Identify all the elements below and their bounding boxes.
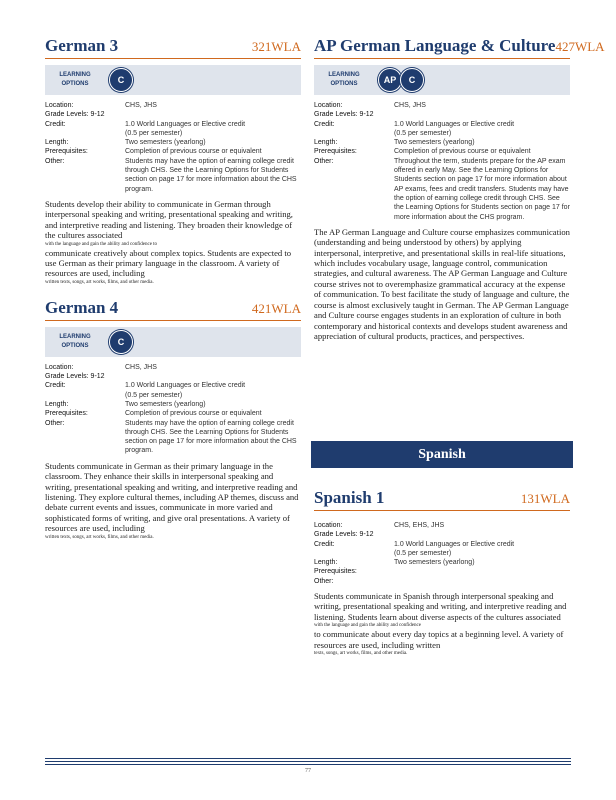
- other-value: Students may have the option of earning college credit through CHS. See the Learning Options for Students section on page 17 for more information about the CHS program.: [125, 419, 297, 455]
- length-value: Two semesters (yearlong): [394, 559, 475, 567]
- credit-value: 1.0 World Languages or Elective credit (0.5 per semester): [125, 382, 246, 399]
- learning-options-bar: [45, 327, 301, 357]
- credit-value: 1.0 World Languages or Elective credit (0.5 per semester): [394, 120, 515, 137]
- credit-label: Credit:: [45, 382, 66, 390]
- other-value: Throughout the term, students prepare for the AP exam offered in early May. See the Learning Options for Students section on page 17 for more information about AP exams, fees and credit transfers. Students may have the option of earning college credit through CHS. See the Learning Options for Students section on page 17 for more information about the CHS program.: [394, 157, 570, 221]
- course-title: German 3: [45, 36, 119, 55]
- header-rule: [45, 58, 301, 59]
- other-label: Other:: [45, 419, 65, 427]
- grade-levels-value: 9-12: [359, 111, 374, 119]
- other-value: [394, 577, 570, 586]
- course-code: 421WLA: [251, 300, 301, 316]
- learning-options-bar: [45, 65, 301, 95]
- prereq-label: Prerequisites:: [45, 148, 88, 156]
- grade-levels-value: 9-12: [90, 373, 105, 381]
- length-label: Length:: [45, 401, 69, 408]
- prereq-value: Completion of previous course or equivalent: [125, 410, 262, 418]
- credit-label: Credit:: [314, 540, 335, 548]
- header-rule: [314, 510, 570, 511]
- right-column: [314, 34, 605, 341]
- page-number: 77: [305, 768, 311, 774]
- course-info: [314, 521, 570, 586]
- course-code: 131WLA: [520, 491, 570, 506]
- learning-options-label: LEARNING OPTIONS: [59, 72, 91, 87]
- prereq-label: Prerequisites:: [314, 568, 357, 576]
- chs-icon: C: [109, 68, 133, 92]
- length-value: Two semesters (yearlong): [125, 139, 206, 147]
- length-value: Two semesters (yearlong): [394, 139, 475, 147]
- ap-icon: AP: [378, 68, 402, 92]
- location-value: CHS, JHS: [394, 102, 426, 109]
- location-label: Location:: [45, 102, 74, 109]
- grade-levels-label: Grade Levels: 9-12: [314, 531, 374, 539]
- header-rule: [45, 320, 301, 321]
- prereq-value: Completion of previous course or equivalent: [394, 148, 531, 156]
- course-header: [314, 486, 570, 508]
- course-info: [45, 363, 301, 456]
- spanish-column: [314, 486, 570, 657]
- grade-levels-value: 9-12: [359, 531, 374, 539]
- location-value: CHS, JHS: [125, 102, 157, 109]
- grade-levels-label: Grade Levels: 9-12: [314, 111, 374, 119]
- learning-options-label: LEARNING OPTIONS: [59, 333, 91, 349]
- grade-levels-value: 9-12: [90, 111, 105, 119]
- other-label: Other:: [314, 157, 334, 165]
- location-value: CHS, JHS: [125, 363, 157, 371]
- course-header: [45, 34, 301, 56]
- length-value: Two semesters (yearlong): [125, 401, 206, 408]
- other-label: Other:: [45, 157, 65, 165]
- prereq-value: [394, 567, 570, 576]
- course-description: The AP German Language and Culture course emphasizes communication (understanding and being understood by others) by applying interpersonal, interpretive, and presentational skills in real-life situations, which includes vocabulary usage, language control, communication strategies, and cultural awareness. The AP German Language and Culture course strives not to overemphasize grammatical accuracy at the expense of communication. To best facilitate the study of language and culture, the course is almost exclusively taught in German. The AP German Language and Culture course engages students in an exploration of culture in both contemporary and historical contexts and develops student awareness and appreciation of cultural products, practices, and perspectives.: [314, 226, 570, 341]
- chs-icon: C: [109, 330, 133, 354]
- footer-rules: [45, 758, 571, 767]
- course-header: [45, 296, 301, 318]
- other-label: Other:: [314, 577, 334, 585]
- course-description: Students communicate in Spanish through interpersonal speaking and writing, presentational speaking and writing, and interpretive reading and listening. Students learn about diverse aspects of the cultures associated with the language and gain the ability and confidence to communicate about every day topics at a beginning level. A variety of resources are used, including written texts, songs, art works, films, and other media.: [314, 591, 567, 657]
- location-label: Location:: [314, 522, 343, 529]
- other-value: Students may have the option of earning college credit through CHS. See the Learning Options for Students section on page 17 for more information about the CHS program.: [125, 157, 297, 193]
- prereq-label: Prerequisites:: [45, 410, 88, 418]
- section-header-spanish: Spanish: [311, 441, 573, 468]
- course-code: 321WLA: [251, 39, 301, 54]
- course-info: [45, 101, 301, 194]
- length-label: Length:: [45, 139, 69, 147]
- location-label: Location:: [314, 102, 343, 109]
- learning-options-bar: [314, 65, 570, 95]
- course-title: German 4: [45, 297, 119, 317]
- left-column: [45, 34, 301, 541]
- length-label: Length:: [314, 559, 338, 567]
- course-code: 427WLA: [555, 39, 605, 54]
- credit-label: Credit:: [45, 120, 66, 128]
- course-info: [314, 101, 570, 222]
- prereq-value: Completion of previous course or equivalent: [125, 148, 262, 156]
- course-ap-german: [314, 34, 605, 341]
- credit-label: Credit:: [314, 120, 335, 128]
- prereq-label: Prerequisites:: [314, 148, 357, 156]
- grade-levels-label: Grade Levels: 9-12: [45, 111, 105, 119]
- course-header: [314, 34, 605, 56]
- grade-levels-label: Grade Levels: 9-12: [45, 373, 105, 381]
- learning-options-label: LEARNING OPTIONS: [328, 72, 360, 87]
- credit-value: 1.0 World Languages or Elective credit (0.5 per semester): [125, 120, 246, 137]
- chs-icon: C: [400, 68, 424, 92]
- course-description: Students develop their ability to communicate in German through interpersonal speaking and writing, presentational speaking and writing, and interpretive reading and listening. They broaden their knowledge of the cultures associated with the language and gain the ability and confidence to communicate creatively about complex topics. Students are expected to use German as their primary language in the classroom. A variety of resources are used, including written texts, songs, art works, films, and other media.: [45, 198, 293, 285]
- location-label: Location:: [45, 363, 74, 371]
- course-title: Spanish 1: [314, 488, 385, 507]
- course-description: Students communicate in German as their primary language in the classroom. They enhance their skills in interpersonal speaking and writing, presentational speaking and writing, and interpretive reading and listening. They explore cultural themes, including AP themes, discuss and debate current events and issues, communicate in more varied and sophisticated forms of writing, and give oral presentations. A variety of resources are used, including written texts, songs, art works, films, and other media.: [45, 460, 299, 540]
- course-german-4: [45, 296, 301, 541]
- length-label: Length:: [314, 139, 338, 147]
- course-title: AP German Language & Culture: [314, 36, 556, 55]
- header-rule: [314, 58, 570, 59]
- location-value: CHS, EHS, JHS: [394, 522, 445, 529]
- course-german-3: [45, 34, 301, 286]
- credit-value: 1.0 World Languages or Elective credit (0.5 per semester): [394, 540, 515, 557]
- course-spanish-1: [314, 486, 570, 657]
